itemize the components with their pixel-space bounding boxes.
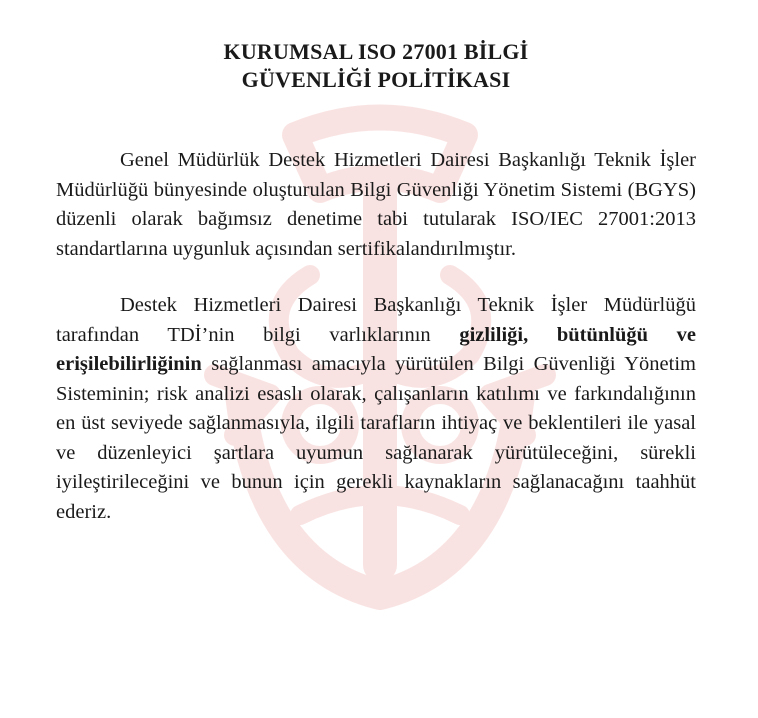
paragraph-commitment-emphasis: gizliliği, bütünlüğü ve erişilebilirliğinin [56,323,696,375]
paragraph-commitment-text-2: sağlanması amacıyla yürütülen Bilgi Güvenliği Yönetim Sisteminin; risk analizi esaslı olarak, çalışanların katılımı ve farkındalığının en üst seviyede sağlanmasıyla, ilgili tarafların ihtiyaç ve beklentileri ile yasal ve düzenleyici şartlara uyumun sağlanarak yürütüleceğini, sürekli iyileştirileceğini ve bunun için gerekli kaynakların sağlanacağını taahhüt ederiz. [56,353,696,523]
document-title-line-2: GÜVENLİĞİ POLİTİKASI [241,67,511,92]
policy-document [56,0,696,527]
paragraph-commitment [56,291,696,527]
paragraph-certification [56,146,696,264]
paragraph-certification-text: Genel Müdürlük Destek Hizmetleri Dairesi Başkanlığı Teknik İşler Müdürlüğü bünyesinde oluşturulan Bilgi Güvenliği Yönetim Sistemi (BGYS) düzenli olarak bağımsız denetime tabi tutularak ISO/IEC 27001:2013 standartlarına uygunluk açısından sertifikalandırılmıştır. [56,149,696,260]
paragraph-commitment-text-1: Destek Hizmetleri Dairesi Başkanlığı Teknik İşler Müdürlüğü tarafından TDİ’nin bilgi varlıklarının [56,294,696,346]
document-title-line-1: KURUMSAL ISO 27001 BİLGİ [223,39,529,64]
document-title [56,38,696,94]
